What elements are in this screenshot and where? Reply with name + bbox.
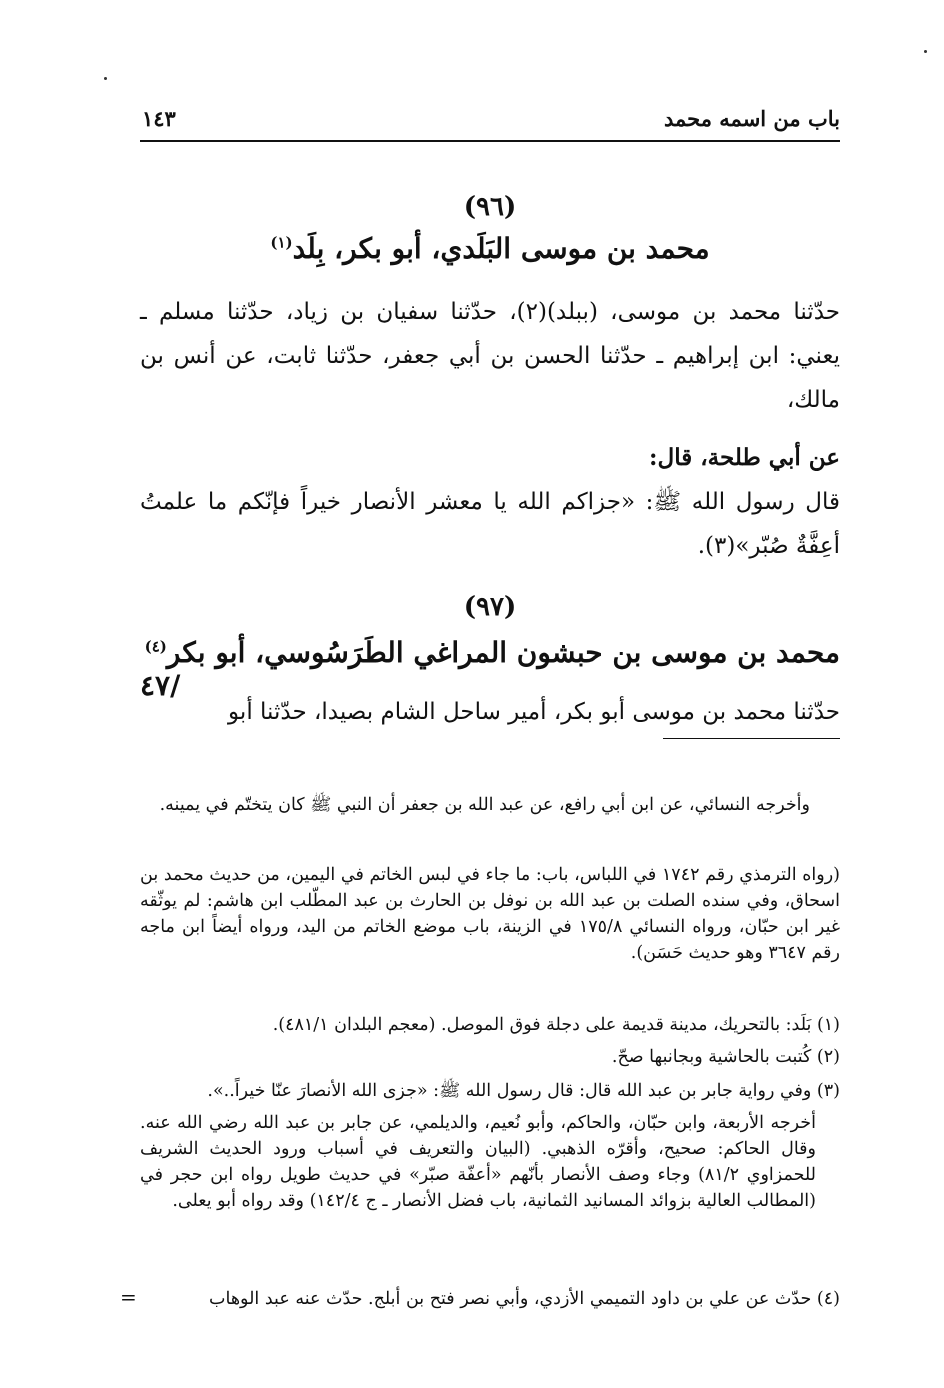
narrator-line: عن أبي طلحة، قال: — [649, 444, 840, 471]
isnad-paragraph: حدّثنا محمد بن موسى، (ببلد)(٢)، حدّثنا سفيان بن زياد، حدّثنا مسلم ـ يعني: ابن إبراهيم ـ حدّثنا الحسن بن أبي جعفر، حدّثنا ثابت، عن أنس بن مالك، — [140, 299, 840, 413]
footnote-ref: (١) — [270, 233, 293, 252]
entry-number: (٩٦) — [463, 192, 517, 222]
running-header — [140, 106, 840, 138]
speck — [104, 77, 107, 80]
footnote-4: (٤) حدّث عن علي بن داود التميمي الأزدي، وأبي نصر فتح بن أبلج. حدّث عنه عبد الوهاب — [209, 1289, 840, 1309]
chapter-title: باب من اسمه محمد — [664, 106, 840, 131]
speck — [924, 50, 927, 53]
entry-number: (٩٧) — [463, 592, 517, 622]
footnote-carryover: (رواه الترمذي رقم ١٧٤٢ في اللباس، باب: ما جاء في لبس الخاتم في اليمين، من حديث محمد بن اسحاق، وفي سنده الصلت بن عبد الله بن نوفل بن الحارث بن عبد المطّلب ابن هاشم: لم يوثّقه غير ابن حبّان، ورواه النسائي ١٧٥/٨ في الزينة، باب موضع الخاتم من اليد، ورواه أيضاً ابن ماجه رقم ٣٦٤٧ وهو حديث حَسَن). — [140, 865, 840, 963]
margin-reference: /٤٧ — [140, 669, 181, 702]
footnote-ref: (٤) — [144, 637, 167, 656]
page-number: ١٤٣ — [142, 106, 176, 131]
footnote-1: (١) بَلَد: بالتحريك، مدينة قديمة على دجلة فوق الموصل. (معجم البلدان ٤٨١/١). — [272, 1015, 840, 1035]
header-rule — [140, 140, 840, 142]
footnote-rule — [663, 738, 840, 739]
footnote-2: (٢) كُتبت بالحاشية وبجانبها صحّ. — [611, 1047, 840, 1067]
isnad-paragraph: حدّثنا محمد بن موسى أبو بكر، أمير ساحل الشام بصيدا، حدّثنا أبو — [228, 699, 840, 725]
continuation-mark: = — [120, 1285, 137, 1309]
matn-paragraph: قال رسول الله ﷺ: «جزاكم الله يا معشر الأنصار خيراً فإنّكم ما علمتُ أعِفَّةٌ صُبّر»(٣). — [140, 489, 840, 559]
footnote-3: (٣) وفي رواية جابر بن عبد الله قال: قال رسول الله ﷺ: «جزى الله الأنصارَ عنّا خيراً..». — [207, 1081, 840, 1101]
heading-text: محمد بن موسى البَلَدي، أبو بكر، بِلَد — [292, 232, 710, 265]
footnote-3-continuation: أخرجه الأربعة، وابن حبّان، والحاكم، وأبو نُعيم، والديلمي، عن جابر بن عبد الله رضي الله عنه. وقال الحاكم: صحيح، وأقرّه الذهبي. (البيان والتعريف في أسباب ورود الحديث الشريف للحمزاوي ٨١/٢) وجاء وصف الأنصار بأنّهم «أعفّة صبّر» في حديث طويل رواه ابن حجر في (المطالب العالية بزوائد المسانيد الثمانية، باب فضل الأنصار ـ ج ١٤٢/٤) وقد رواه أبو يعلى. — [140, 1113, 816, 1211]
footnote-carryover: وأخرجه النسائي، عن ابن أبي رافع، عن عبد الله بن جعفر أن النبي ﷺ كان يتختّم في يمينه. — [159, 795, 810, 815]
heading-text: محمد بن موسى بن حبشون المراغي الطَرَسُوسي، أبو بكر — [166, 636, 840, 669]
entry-heading — [140, 232, 840, 265]
